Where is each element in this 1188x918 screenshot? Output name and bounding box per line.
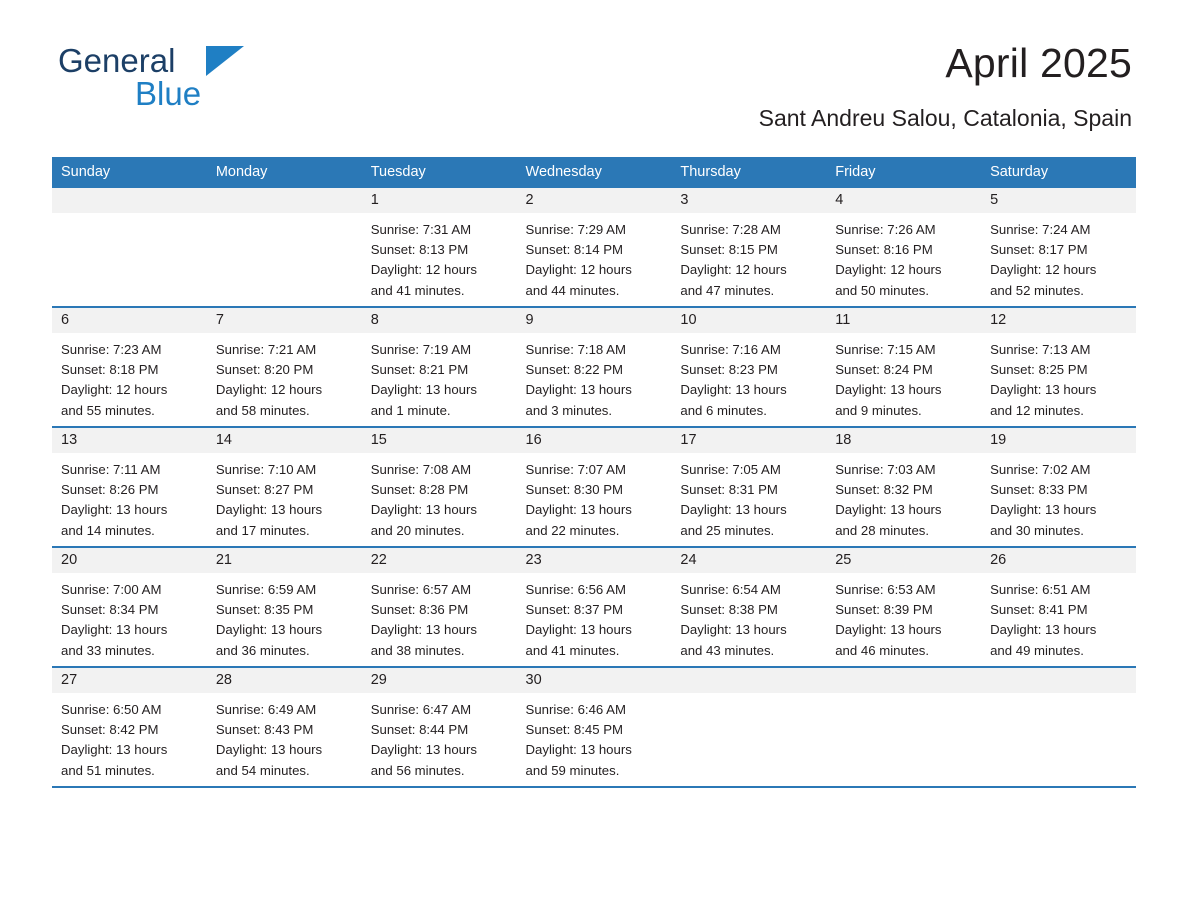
calendar-day-cell[interactable] — [52, 427, 207, 547]
day-details — [362, 693, 517, 781]
weekday-header-saturday: Saturday — [981, 157, 1136, 188]
day-detail-line: Daylight: 13 hours — [525, 742, 632, 758]
day-detail-line: Sunrise: 7:07 AM — [525, 462, 626, 477]
day-detail-line: Sunset: 8:26 PM — [61, 482, 159, 498]
calendar-day-cell[interactable] — [981, 307, 1136, 427]
day-detail-line: Sunset: 8:31 PM — [680, 482, 778, 498]
day-detail-line: Sunset: 8:30 PM — [525, 482, 624, 498]
day-detail-line: Daylight: 12 hours — [835, 262, 942, 278]
calendar-table — [52, 157, 1136, 788]
day-detail-line: Sunset: 8:21 PM — [370, 362, 469, 378]
day-details — [207, 333, 362, 421]
day-detail-line: and 9 minutes. — [835, 402, 922, 418]
day-detail-line: Sunset: 8:33 PM — [990, 482, 1088, 498]
day-detail-line: Sunset: 8:36 PM — [370, 602, 469, 618]
day-detail-line: and 6 minutes. — [680, 402, 767, 418]
calendar-empty-cell — [826, 667, 981, 787]
day-number — [981, 668, 1136, 693]
day-number — [52, 188, 207, 213]
day-detail-line: Daylight: 12 hours — [525, 262, 632, 278]
day-details — [207, 453, 362, 541]
day-number: 15 — [362, 428, 517, 453]
day-detail-line: Sunrise: 7:29 AM — [525, 222, 626, 237]
calendar-day-cell[interactable] — [207, 547, 362, 667]
calendar-empty-cell — [671, 667, 826, 787]
calendar-day-cell[interactable] — [517, 667, 672, 787]
day-detail-line: and 22 minutes. — [525, 522, 620, 538]
day-detail-line: and 44 minutes. — [525, 282, 620, 298]
day-detail-line: Sunrise: 7:13 AM — [990, 342, 1091, 357]
weekday-header-friday: Friday — [826, 157, 981, 188]
day-number: 10 — [671, 308, 826, 333]
calendar-day-cell[interactable] — [981, 188, 1136, 307]
day-number: 4 — [826, 188, 981, 213]
weekday-header-monday: Monday — [207, 157, 362, 188]
day-detail-line: Daylight: 13 hours — [835, 382, 942, 398]
day-detail-line: Sunrise: 7:08 AM — [370, 462, 472, 477]
day-detail-line: Daylight: 13 hours — [680, 382, 787, 398]
day-number: 13 — [52, 428, 207, 453]
day-detail-line: Daylight: 13 hours — [370, 742, 477, 758]
calendar-day-cell[interactable] — [207, 307, 362, 427]
day-number: 11 — [826, 308, 981, 333]
day-detail-line: and 54 minutes. — [215, 762, 310, 778]
day-detail-line: and 49 minutes. — [990, 642, 1084, 658]
calendar-empty-cell — [981, 667, 1136, 787]
day-detail-line: Sunset: 8:37 PM — [525, 602, 624, 618]
day-details — [362, 453, 517, 541]
day-details — [671, 573, 826, 661]
day-detail-line: Sunrise: 7:15 AM — [835, 342, 936, 357]
day-detail-line: Daylight: 13 hours — [990, 502, 1097, 518]
day-number: 5 — [981, 188, 1136, 213]
day-detail-line: Sunset: 8:44 PM — [370, 722, 469, 738]
day-number: 17 — [671, 428, 826, 453]
weekday-header-thursday: Thursday — [671, 157, 826, 188]
day-details — [826, 333, 981, 421]
logo-text-blue: Blue — [135, 75, 202, 112]
day-number: 12 — [981, 308, 1136, 333]
day-detail-line: Sunrise: 7:24 AM — [990, 222, 1091, 237]
day-detail-line: and 41 minutes. — [525, 642, 620, 658]
day-detail-line: Sunrise: 6:59 AM — [215, 582, 317, 597]
day-detail-line: Daylight: 12 hours — [370, 262, 477, 278]
day-detail-line: Sunset: 8:32 PM — [835, 482, 933, 498]
calendar-day-cell[interactable] — [517, 427, 672, 547]
day-detail-line: and 50 minutes. — [835, 282, 930, 298]
day-detail-line: Sunrise: 7:23 AM — [61, 342, 162, 357]
day-number: 28 — [207, 668, 362, 693]
day-detail-line: Sunrise: 6:50 AM — [61, 702, 162, 717]
day-detail-line: Sunset: 8:43 PM — [215, 722, 314, 738]
day-number — [671, 668, 826, 693]
day-detail-line: Sunset: 8:23 PM — [680, 362, 778, 378]
day-number: 20 — [52, 548, 207, 573]
weekday-header-wednesday: Wednesday — [517, 157, 672, 188]
day-detail-line: Daylight: 13 hours — [525, 622, 632, 638]
day-detail-line: Daylight: 13 hours — [215, 622, 323, 638]
day-number: 21 — [207, 548, 362, 573]
day-detail-line: Sunrise: 7:21 AM — [215, 342, 317, 357]
day-number: 29 — [362, 668, 517, 693]
day-number: 8 — [362, 308, 517, 333]
day-details — [52, 453, 207, 541]
calendar-day-cell[interactable] — [826, 307, 981, 427]
day-detail-line: and 12 minutes. — [990, 402, 1084, 418]
calendar-day-cell[interactable] — [517, 547, 672, 667]
calendar-day-cell[interactable] — [517, 307, 672, 427]
day-detail-line: and 52 minutes. — [990, 282, 1084, 298]
calendar-day-cell[interactable] — [981, 547, 1136, 667]
calendar-day-cell[interactable] — [671, 427, 826, 547]
day-details — [362, 333, 517, 421]
day-detail-line: Sunset: 8:38 PM — [680, 602, 778, 618]
day-details — [52, 693, 207, 781]
day-detail-line: Sunrise: 6:51 AM — [990, 582, 1091, 597]
calendar-body — [52, 188, 1136, 787]
day-detail-line: Sunrise: 7:00 AM — [61, 582, 162, 597]
day-detail-line: Sunrise: 6:56 AM — [525, 582, 626, 597]
day-detail-line: Sunset: 8:34 PM — [61, 602, 159, 618]
day-detail-line: Sunset: 8:28 PM — [370, 482, 469, 498]
day-details — [207, 573, 362, 661]
day-detail-line: Daylight: 12 hours — [680, 262, 787, 278]
calendar-day-cell[interactable] — [826, 427, 981, 547]
weekday-header-tuesday: Tuesday — [362, 157, 517, 188]
calendar-day-cell[interactable] — [517, 188, 672, 307]
day-detail-line: Sunset: 8:14 PM — [525, 242, 624, 258]
day-detail-line: and 3 minutes. — [525, 402, 613, 418]
day-detail-line: Sunset: 8:25 PM — [990, 362, 1088, 378]
calendar-day-cell[interactable] — [52, 547, 207, 667]
day-details — [826, 453, 981, 541]
calendar-day-cell[interactable] — [362, 667, 517, 787]
day-detail-line: and 56 minutes. — [370, 762, 465, 778]
day-number: 3 — [671, 188, 826, 213]
day-detail-line: Daylight: 13 hours — [370, 502, 477, 518]
day-number — [207, 188, 362, 213]
calendar-day-cell[interactable] — [52, 667, 207, 787]
page-header — [52, 0, 1136, 131]
calendar-empty-cell — [207, 188, 362, 307]
day-details — [52, 573, 207, 661]
day-detail-line: Daylight: 13 hours — [370, 622, 477, 638]
day-detail-line: Sunrise: 7:19 AM — [370, 342, 472, 357]
weekday-header-row — [52, 157, 1136, 188]
triangle-play-icon — [206, 46, 244, 76]
day-details — [671, 333, 826, 421]
calendar-day-cell[interactable] — [671, 307, 826, 427]
day-detail-line: Daylight: 13 hours — [215, 502, 323, 518]
day-number: 19 — [981, 428, 1136, 453]
page-title: April 2025 — [945, 40, 1132, 86]
day-detail-line: Daylight: 13 hours — [215, 742, 323, 758]
day-number: 30 — [517, 668, 672, 693]
calendar-week-row — [52, 188, 1136, 307]
day-detail-line: Sunset: 8:17 PM — [990, 242, 1088, 258]
calendar-empty-cell — [52, 188, 207, 307]
day-detail-line: Sunset: 8:27 PM — [215, 482, 314, 498]
day-details — [671, 453, 826, 541]
day-details — [981, 453, 1136, 541]
calendar-day-cell[interactable] — [207, 667, 362, 787]
day-detail-line: and 33 minutes. — [61, 642, 155, 658]
day-detail-line: Sunrise: 7:11 AM — [61, 462, 161, 477]
day-detail-line: and 38 minutes. — [370, 642, 465, 658]
day-detail-line: Daylight: 13 hours — [680, 622, 787, 638]
calendar-day-cell[interactable] — [826, 547, 981, 667]
day-detail-line: Sunrise: 6:47 AM — [370, 702, 472, 717]
day-number: 27 — [52, 668, 207, 693]
day-detail-line: and 1 minute. — [370, 402, 451, 418]
calendar-day-cell[interactable] — [362, 427, 517, 547]
weekday-header-sunday: Sunday — [52, 157, 207, 188]
day-detail-line: Sunset: 8:22 PM — [525, 362, 624, 378]
day-number — [826, 668, 981, 693]
day-detail-line: and 51 minutes. — [61, 762, 155, 778]
day-detail-line: and 46 minutes. — [835, 642, 930, 658]
day-details — [826, 213, 981, 301]
day-detail-line: Sunrise: 7:10 AM — [215, 462, 317, 477]
day-detail-line: and 25 minutes. — [680, 522, 775, 538]
day-details — [517, 213, 672, 301]
day-detail-line: Sunrise: 7:26 AM — [835, 222, 936, 237]
day-detail-line: and 17 minutes. — [215, 522, 310, 538]
day-detail-line: Daylight: 13 hours — [370, 382, 477, 398]
day-number: 26 — [981, 548, 1136, 573]
day-detail-line: Daylight: 12 hours — [61, 382, 168, 398]
day-detail-line: Daylight: 12 hours — [990, 262, 1097, 278]
day-detail-line: Sunrise: 6:54 AM — [680, 582, 781, 597]
calendar-day-cell[interactable] — [362, 188, 517, 307]
day-detail-line: and 28 minutes. — [835, 522, 930, 538]
day-detail-line: Sunset: 8:18 PM — [61, 362, 159, 378]
day-detail-line: Sunrise: 6:46 AM — [525, 702, 626, 717]
day-detail-line: and 30 minutes. — [990, 522, 1084, 538]
day-detail-line: Sunrise: 6:53 AM — [835, 582, 936, 597]
day-detail-line: and 41 minutes. — [370, 282, 465, 298]
day-detail-line: Daylight: 13 hours — [61, 622, 168, 638]
calendar-day-cell[interactable] — [52, 307, 207, 427]
day-details — [362, 573, 517, 661]
day-detail-line: Daylight: 13 hours — [990, 382, 1097, 398]
day-details — [517, 453, 672, 541]
day-detail-line: Sunrise: 6:49 AM — [215, 702, 317, 717]
day-details — [207, 693, 362, 781]
day-detail-line: Sunset: 8:24 PM — [835, 362, 933, 378]
day-details — [826, 573, 981, 661]
day-number: 14 — [207, 428, 362, 453]
day-detail-line: Daylight: 13 hours — [61, 502, 168, 518]
day-details — [517, 573, 672, 661]
day-detail-line: Daylight: 13 hours — [835, 622, 942, 638]
logo-text-general: General — [58, 42, 176, 79]
day-detail-line: Daylight: 12 hours — [215, 382, 323, 398]
day-detail-line: Daylight: 13 hours — [61, 742, 168, 758]
day-details — [362, 213, 517, 301]
day-detail-line: and 20 minutes. — [370, 522, 465, 538]
calendar-day-cell[interactable] — [207, 427, 362, 547]
day-number: 24 — [671, 548, 826, 573]
day-detail-line: Sunrise: 7:02 AM — [990, 462, 1091, 477]
day-detail-line: Sunset: 8:16 PM — [835, 242, 933, 258]
day-detail-line: and 58 minutes. — [215, 402, 310, 418]
calendar-week-row — [52, 307, 1136, 427]
day-number: 22 — [362, 548, 517, 573]
calendar-day-cell[interactable] — [826, 188, 981, 307]
day-details — [981, 213, 1136, 301]
day-detail-line: Sunset: 8:13 PM — [370, 242, 469, 258]
day-number: 6 — [52, 308, 207, 333]
day-detail-line: Sunset: 8:20 PM — [215, 362, 314, 378]
day-detail-line: Sunrise: 6:57 AM — [370, 582, 472, 597]
page-location: Sant Andreu Salou, Catalonia, Spain — [758, 105, 1132, 131]
day-detail-line: Sunrise: 7:28 AM — [680, 222, 781, 237]
calendar-week-row — [52, 547, 1136, 667]
day-detail-line: Sunrise: 7:31 AM — [370, 222, 472, 237]
day-detail-line: and 43 minutes. — [680, 642, 775, 658]
day-number: 23 — [517, 548, 672, 573]
day-detail-line: and 47 minutes. — [680, 282, 775, 298]
calendar-day-cell[interactable] — [981, 427, 1136, 547]
day-detail-line: Daylight: 13 hours — [835, 502, 942, 518]
day-number: 25 — [826, 548, 981, 573]
day-number: 18 — [826, 428, 981, 453]
day-detail-line: Sunset: 8:45 PM — [525, 722, 624, 738]
day-detail-line: Sunrise: 7:05 AM — [680, 462, 781, 477]
day-detail-line: and 55 minutes. — [61, 402, 155, 418]
day-details — [981, 333, 1136, 421]
day-detail-line: Sunset: 8:41 PM — [990, 602, 1088, 618]
logo[interactable] — [58, 44, 318, 114]
day-detail-line: and 36 minutes. — [215, 642, 310, 658]
day-detail-line: Daylight: 13 hours — [525, 382, 632, 398]
day-number: 16 — [517, 428, 672, 453]
day-number: 2 — [517, 188, 672, 213]
calendar-day-cell[interactable] — [362, 307, 517, 427]
calendar-day-cell[interactable] — [671, 188, 826, 307]
calendar-week-row — [52, 427, 1136, 547]
calendar-day-cell[interactable] — [671, 547, 826, 667]
day-detail-line: Sunset: 8:35 PM — [215, 602, 314, 618]
day-details — [517, 333, 672, 421]
day-details — [517, 693, 672, 781]
day-detail-line: and 59 minutes. — [525, 762, 620, 778]
day-detail-line: Daylight: 13 hours — [680, 502, 787, 518]
day-detail-line: Sunrise: 7:16 AM — [680, 342, 781, 357]
day-number: 9 — [517, 308, 672, 333]
day-details — [671, 213, 826, 301]
day-detail-line: Sunset: 8:39 PM — [835, 602, 933, 618]
day-detail-line: Daylight: 13 hours — [525, 502, 632, 518]
calendar-day-cell[interactable] — [362, 547, 517, 667]
day-detail-line: and 14 minutes. — [61, 522, 155, 538]
day-detail-line: Sunset: 8:42 PM — [61, 722, 159, 738]
calendar-week-row — [52, 667, 1136, 787]
day-detail-line: Sunset: 8:15 PM — [680, 242, 778, 258]
day-details — [981, 573, 1136, 661]
day-detail-line: Sunrise: 7:18 AM — [525, 342, 626, 357]
day-number: 7 — [207, 308, 362, 333]
day-details — [52, 333, 207, 421]
day-detail-line: Sunrise: 7:03 AM — [835, 462, 936, 477]
day-detail-line: Daylight: 13 hours — [990, 622, 1097, 638]
day-number: 1 — [362, 188, 517, 213]
